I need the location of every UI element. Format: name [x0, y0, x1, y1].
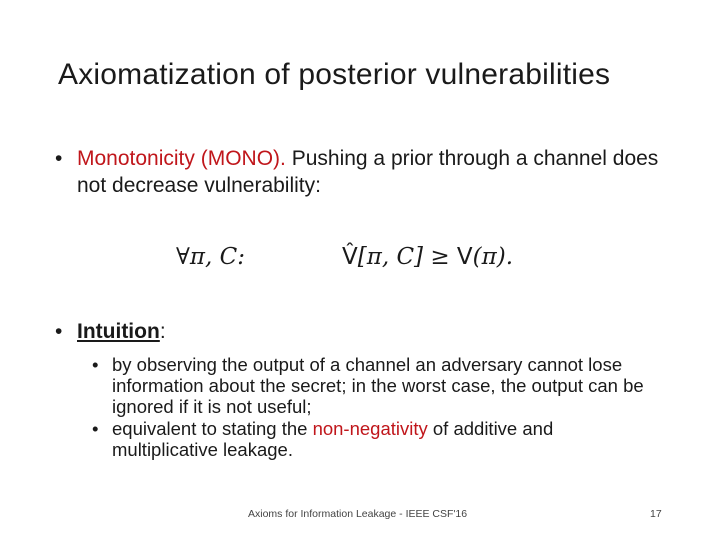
formula-inequality [342, 244, 513, 270]
bullet-text [77, 318, 665, 345]
bullet-description: Pushing a prior through a channel does not decrease vulnerability: [77, 147, 659, 197]
intuition-heading: Intuition [77, 320, 160, 343]
bullet-marker: • [55, 320, 63, 343]
slide-footer: Axioms for Information Leakage - IEEE CSF'16 [248, 508, 468, 520]
term-non-negativity: non-negativity [312, 418, 428, 439]
bullet-marker: • [55, 147, 63, 170]
bullet-monotonicity [55, 145, 665, 199]
list-item [92, 418, 662, 460]
subitem-text-before: equivalent to stating the [112, 418, 313, 439]
subitem-text-after: of additive and multiplicative leakage. [112, 418, 554, 460]
formula-end: (π). [472, 244, 514, 270]
list-item [92, 354, 662, 417]
bullet-intuition [55, 318, 665, 345]
subitem-text: by observing the output of a channel an adversary cannot lose information about the secret; in the worst case, the output can be ignored if it is not useful; [112, 354, 644, 417]
page-number: 17 [650, 508, 662, 520]
formula-args: [π, C] ≥ [357, 244, 457, 270]
intuition-colon: : [159, 320, 166, 343]
term-monotonicity: Monotonicity (MONO). [77, 147, 286, 170]
sub-bullet-marker: • [92, 354, 99, 375]
prior-vulnerability-symbol: V [456, 244, 473, 270]
intuition-subitems [92, 354, 662, 461]
bullet-text [77, 145, 665, 199]
posterior-vulnerability-symbol: V̂ [342, 244, 358, 270]
slide-title: Axiomatization of posterior vulnerabilities [58, 58, 611, 91]
formula-quantifier: ∀π, C: [176, 244, 245, 270]
sub-bullet-marker: • [92, 418, 99, 439]
